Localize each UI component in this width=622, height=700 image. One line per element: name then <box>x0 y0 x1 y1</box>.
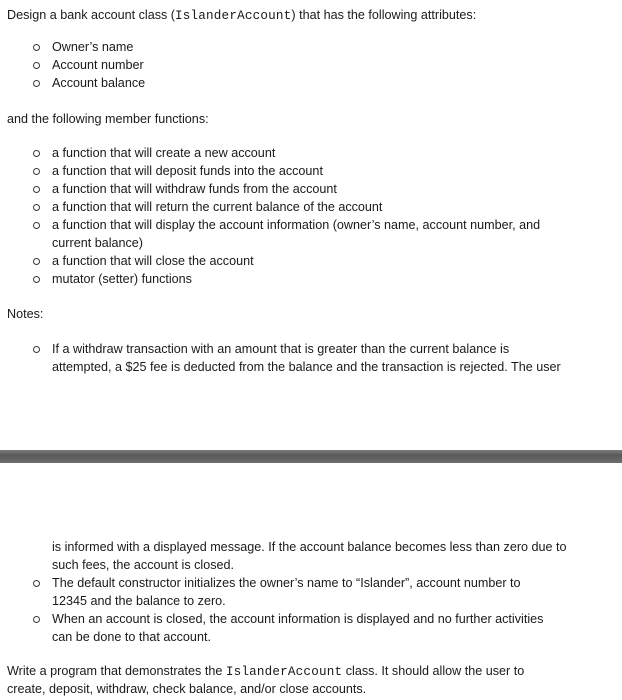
closing-line-2: create, deposit, withdraw, check balance, and/or close accounts. <box>7 682 367 696</box>
function-item: a function that will create a new account <box>52 146 276 160</box>
intro-paragraph <box>7 6 476 25</box>
notes-label: Notes: <box>7 307 44 321</box>
closing-text-after: class. It should allow the user to <box>342 664 525 678</box>
bullet-icon <box>33 616 40 623</box>
closing-text-before: Write a program that demonstrates the <box>7 664 226 678</box>
class-name-code: IslanderAccount <box>175 9 292 23</box>
note-line: such fees, the account is closed. <box>52 558 235 572</box>
intro-text-after: ) that has the following attributes: <box>291 8 477 22</box>
bullet-icon <box>33 62 40 69</box>
bullet-icon <box>33 580 40 587</box>
note-line: If a withdraw transaction with an amount that is greater than the current balance is <box>52 342 510 356</box>
functions-intro: and the following member functions: <box>7 112 209 126</box>
note-line: attempted, a $25 fee is deducted from the balance and the transaction is rejected. The user <box>52 360 561 374</box>
attribute-item: Account number <box>52 58 144 72</box>
page-break-divider <box>0 450 622 463</box>
note-line: The default constructor initializes the owner’s name to “Islander”, account number to <box>52 576 521 590</box>
bullet-icon <box>33 186 40 193</box>
attribute-item: Owner’s name <box>52 40 134 54</box>
bullet-icon <box>33 204 40 211</box>
intro-text-before: Design a bank account class ( <box>7 8 176 22</box>
attribute-item: Account balance <box>52 76 146 90</box>
closing-paragraph <box>7 662 524 681</box>
function-item: a function that will return the current balance of the account <box>52 200 383 214</box>
bullet-icon <box>33 168 40 175</box>
page-bottom <box>0 463 622 700</box>
function-item: a function that will deposit funds into the account <box>52 164 323 178</box>
note-line: is informed with a displayed message. If the account balance becomes less than zero due to <box>52 540 567 554</box>
bullet-icon <box>33 258 40 265</box>
class-name-code: IslanderAccount <box>225 665 343 679</box>
bullet-icon <box>33 346 40 353</box>
note-line: can be done to that account. <box>52 630 211 644</box>
note-line: When an account is closed, the account information is displayed and no further activities <box>52 612 544 626</box>
function-item: a function that will withdraw funds from the account <box>52 182 337 196</box>
function-item-continuation: current balance) <box>52 236 144 250</box>
function-item: a function that will close the account <box>52 254 254 268</box>
note-line: 12345 and the balance to zero. <box>52 594 226 608</box>
bullet-icon <box>33 222 40 229</box>
function-item: a function that will display the account information (owner’s name, account number, and <box>52 218 541 232</box>
bullet-icon <box>33 150 40 157</box>
bullet-icon <box>33 276 40 283</box>
function-item: mutator (setter) functions <box>52 272 192 286</box>
bullet-icon <box>33 80 40 87</box>
bullet-icon <box>33 44 40 51</box>
